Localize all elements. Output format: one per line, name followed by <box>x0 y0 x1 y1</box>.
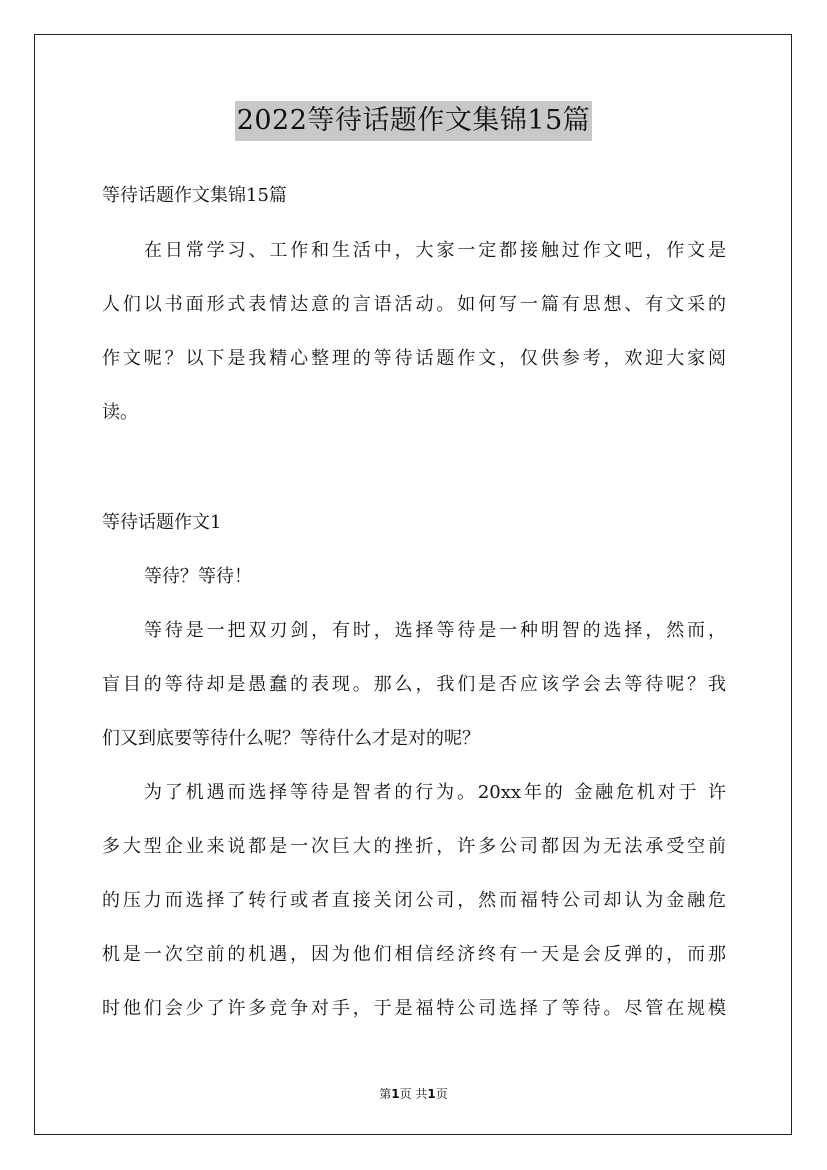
document-title: 2022等待话题作文集锦15篇 <box>235 101 593 141</box>
footer-suffix: 页 <box>435 1087 448 1101</box>
intro-line: 人们以书面形式表情达意的言语活动。如何写一篇有思想、有文采的 <box>102 294 726 315</box>
footer-page-number: 1 <box>391 1087 400 1101</box>
page-footer <box>0 1085 827 1102</box>
footer-prefix: 第 <box>379 1087 392 1101</box>
paragraph-line: 的压力而选择了转行或者直接关闭公司，然而福特公司却认为金融危 <box>102 890 726 911</box>
paragraph-line: 机是一次空前的机遇，因为他们相信经济终有一天是会反弹的，而那 <box>102 944 726 965</box>
paragraph-line: 们又到底要等待什么呢？等待什么才是对的呢？ <box>102 728 480 749</box>
footer-mid: 页 共 <box>399 1087 428 1101</box>
paragraph-line: 为了机遇而选择等待是智者的行为。20xx年的 金融危机对于 许 <box>144 782 726 803</box>
intro-line: 读。 <box>102 402 138 423</box>
section-heading: 等待话题作文1 <box>102 512 222 533</box>
paragraph-line: 等待是一把双刃剑，有时，选择等待是一种明智的选择，然而， <box>144 620 726 641</box>
paragraph-line: 盲目的等待却是愚蠢的表现。那么，我们是否应该学会去等待呢？我 <box>102 674 726 695</box>
footer-page-total: 1 <box>427 1087 436 1101</box>
document-subtitle: 等待话题作文集锦15篇 <box>102 185 287 206</box>
paragraph-line: 多大型企业来说都是一次巨大的挫折，许多公司都因为无法承受空前 <box>102 836 726 857</box>
essay-title: 等待？等待！ <box>144 566 252 587</box>
paragraph-line: 时他们会少了许多竞争对手，于是福特公司选择了等待。尽管在规模 <box>102 998 726 1019</box>
intro-line: 在日常学习、工作和生活中，大家一定都接触过作文吧，作文是 <box>144 240 726 261</box>
title-block <box>0 101 827 141</box>
intro-line: 作文呢？以下是我精心整理的等待话题作文，仅供参考，欢迎大家阅 <box>102 348 726 369</box>
